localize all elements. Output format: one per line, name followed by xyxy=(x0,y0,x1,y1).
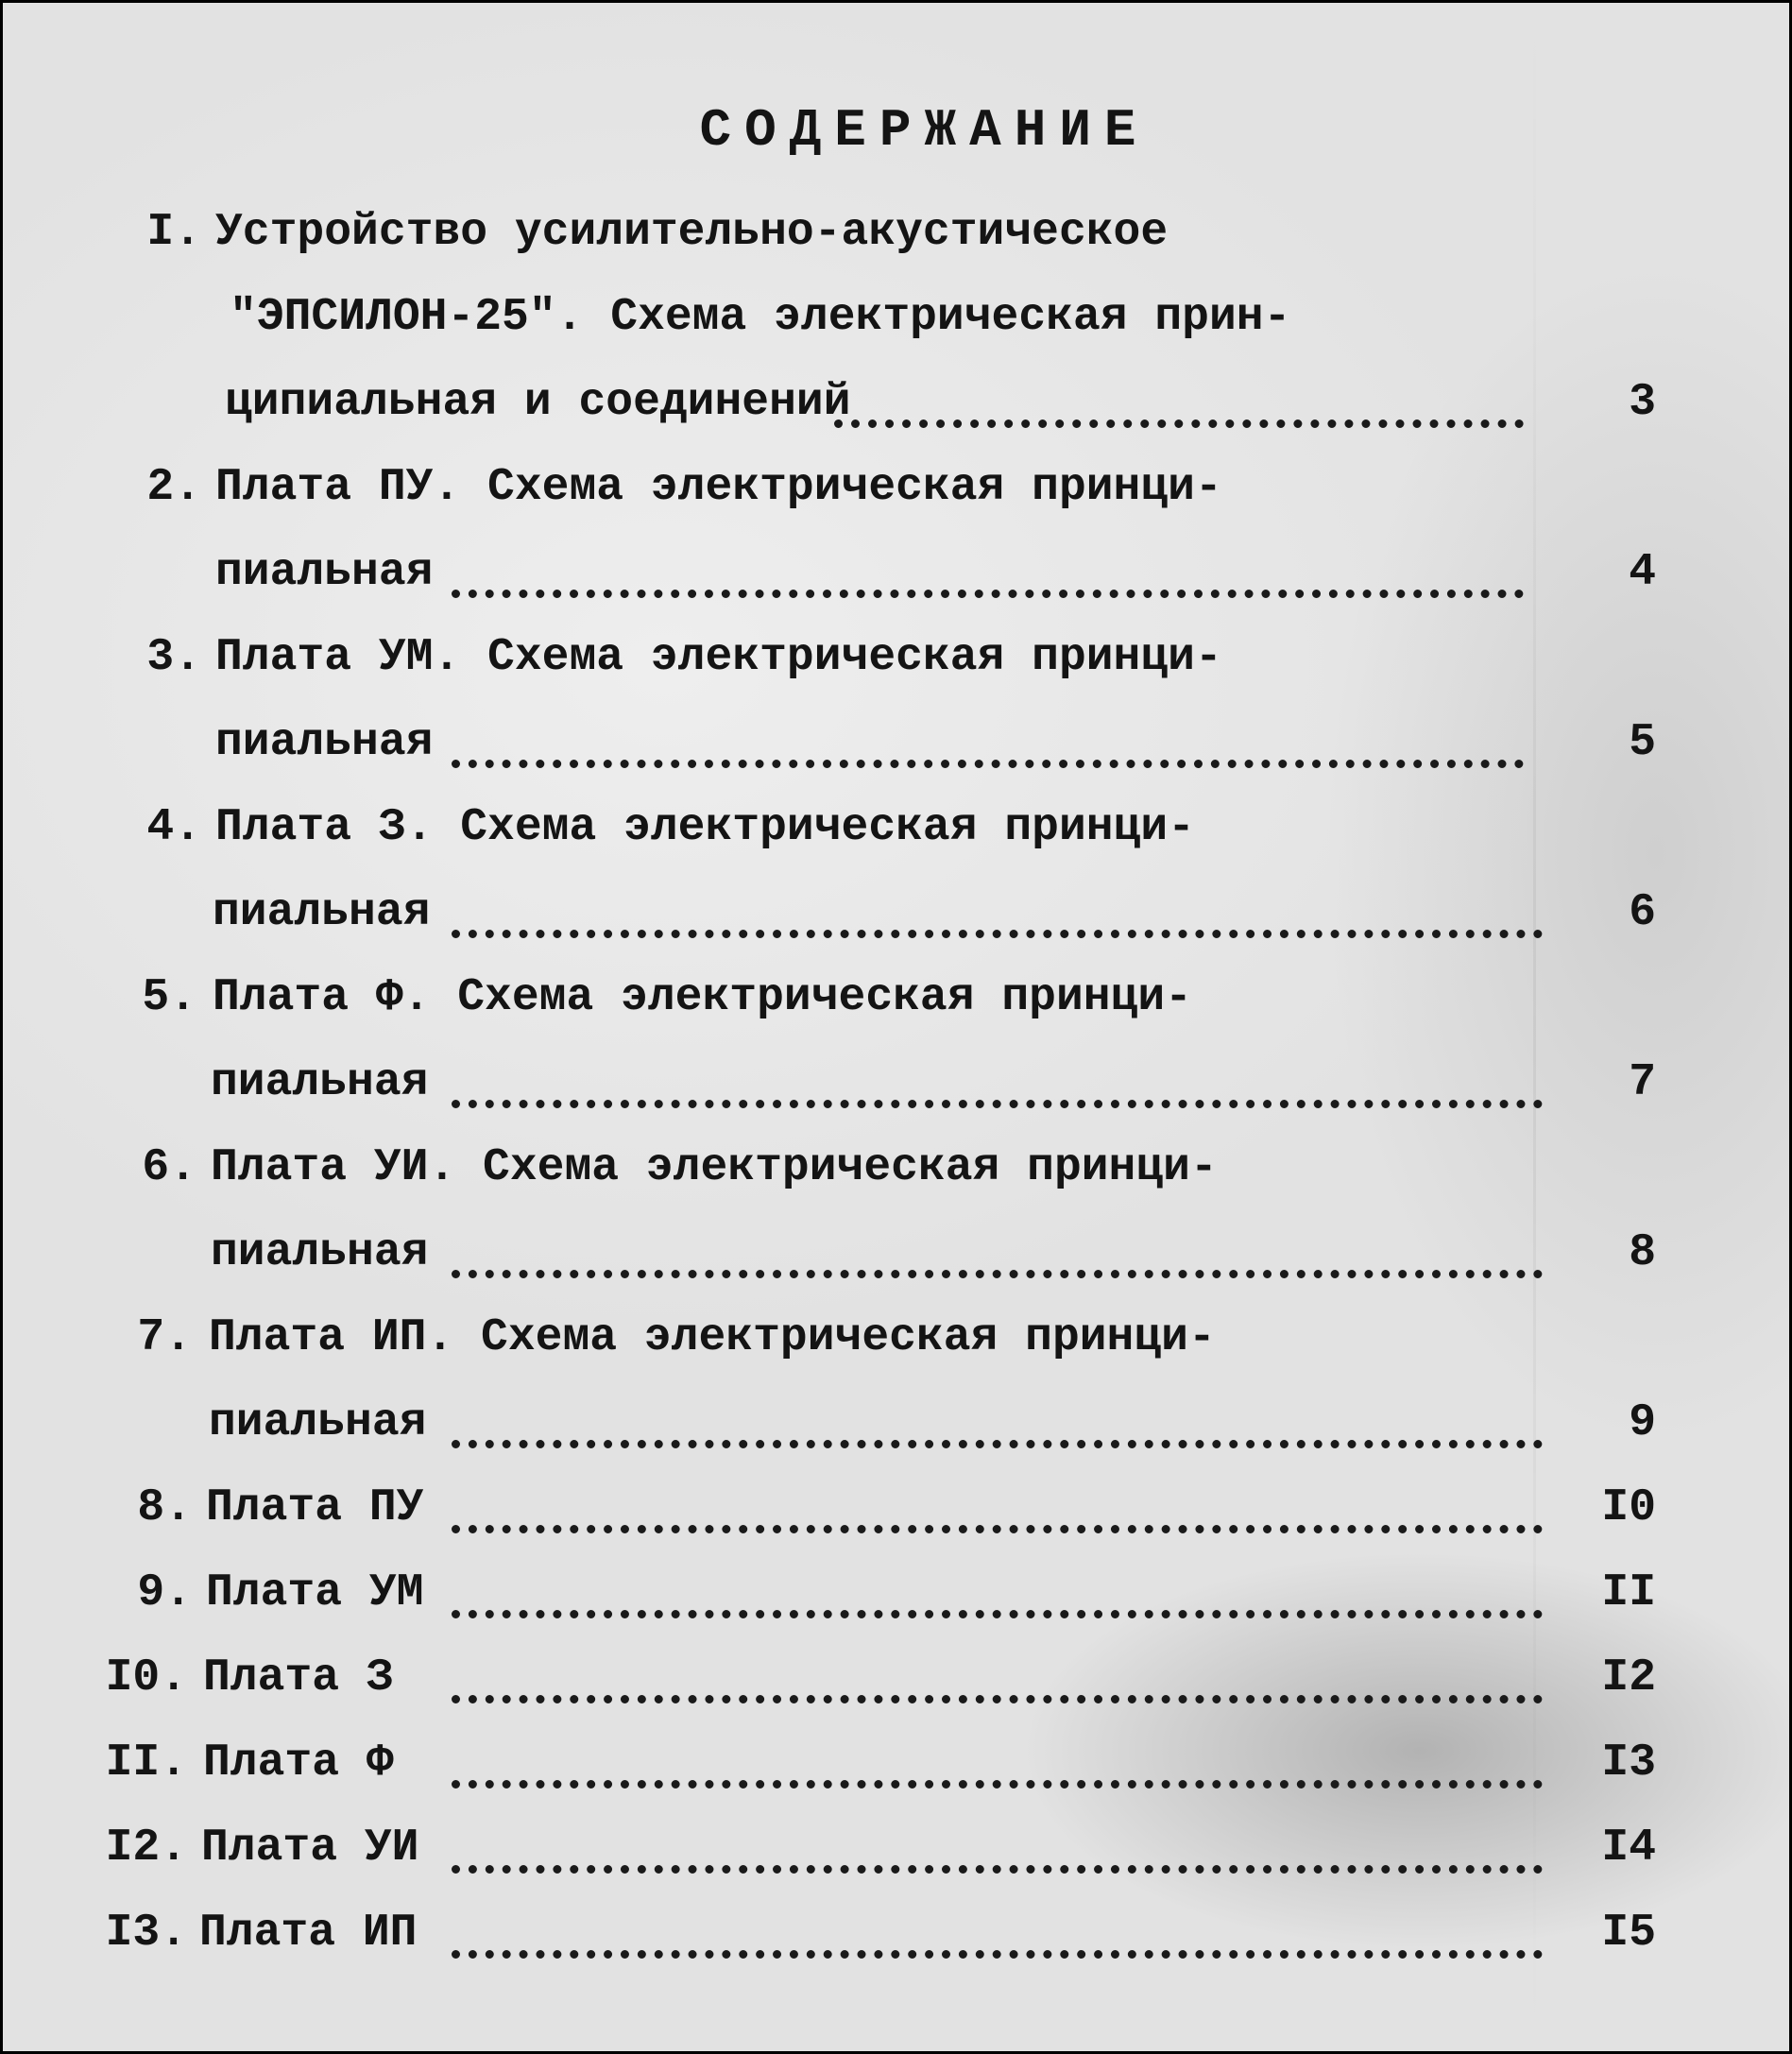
toc-entry-text: пиальная xyxy=(211,1227,429,1278)
toc-entry-text: пиальная xyxy=(209,1397,427,1448)
toc-entry-4-line-1 xyxy=(3,792,1789,864)
toc-page-number: 3 xyxy=(1629,377,1656,428)
toc-entry-3-line-1 xyxy=(3,622,1789,693)
dot-leader xyxy=(452,1771,1543,1789)
toc-entry-7-line-2 xyxy=(3,1387,1789,1459)
toc-entry-2-line-2 xyxy=(3,537,1789,608)
dot-leader xyxy=(452,1856,1543,1874)
toc-entry-12 xyxy=(3,1812,1789,1884)
dot-leader xyxy=(834,410,1524,428)
toc-entry-text: Плата З xyxy=(203,1652,394,1703)
toc-entry-number: 4. xyxy=(146,802,201,853)
toc-entry-text: пиальная xyxy=(215,717,434,768)
toc-entry-text: Плата Ф xyxy=(203,1737,394,1789)
page-title: СОДЕРЖАНИЕ xyxy=(699,100,1150,161)
dot-leader xyxy=(452,1686,1543,1703)
toc-page-number: 7 xyxy=(1629,1057,1656,1108)
toc-entry-text: ципиальная и соединений xyxy=(225,377,851,428)
dot-leader xyxy=(452,1515,1543,1533)
dot-leader xyxy=(452,1260,1543,1278)
toc-entry-11 xyxy=(3,1727,1789,1799)
toc-entry-text: Устройство усилительно-акустическое xyxy=(215,207,1169,258)
dot-leader xyxy=(452,1430,1543,1448)
toc-entry-10 xyxy=(3,1642,1789,1714)
toc-entry-1-line-1 xyxy=(3,197,1789,268)
toc-entry-7-line-1 xyxy=(3,1302,1789,1374)
dot-leader xyxy=(452,1600,1543,1618)
toc-entry-5-line-1 xyxy=(3,962,1789,1034)
toc-entry-text: Плата ИП xyxy=(199,1908,418,1959)
toc-entry-1-line-2 xyxy=(3,282,1789,353)
toc-page-number: 5 xyxy=(1629,717,1656,768)
toc-entry-1-line-3 xyxy=(3,367,1789,438)
document-page xyxy=(3,3,1789,2051)
toc-entry-4-line-2 xyxy=(3,877,1789,949)
toc-entry-number: 3. xyxy=(146,632,201,683)
toc-entry-6-line-1 xyxy=(3,1132,1789,1204)
dot-leader xyxy=(452,580,1524,598)
toc-entry-text: Плата Ф. Схема электрическая принци- xyxy=(213,972,1192,1023)
toc-page-number: II xyxy=(1601,1567,1656,1618)
toc-entry-number: II. xyxy=(105,1737,187,1789)
dot-leader xyxy=(452,1090,1543,1108)
toc-page-number: I4 xyxy=(1601,1823,1656,1874)
toc-entry-number: 6. xyxy=(142,1142,196,1193)
toc-entry-text: Плата УИ xyxy=(201,1823,419,1874)
toc-entry-text: Плата УМ xyxy=(206,1567,424,1618)
toc-entry-text: Плата УИ. Схема электрическая принци- xyxy=(211,1142,1218,1193)
toc-page-number: 4 xyxy=(1629,547,1656,598)
toc-entry-9 xyxy=(3,1557,1789,1629)
toc-page-number: 6 xyxy=(1629,887,1656,938)
toc-entry-2-line-1 xyxy=(3,452,1789,523)
toc-entry-8 xyxy=(3,1472,1789,1544)
toc-entry-text: Плата ИП. Схема электрическая принци- xyxy=(209,1312,1216,1363)
toc-entry-text: пиальная xyxy=(213,887,431,938)
dot-leader xyxy=(452,1941,1543,1959)
toc-entry-text: Плата ПУ xyxy=(206,1482,424,1533)
toc-entry-text: Плата УМ. Схема электрическая принци- xyxy=(215,632,1222,683)
toc-entry-number: 9. xyxy=(137,1567,192,1618)
toc-entry-text: Плата З. Схема электрическая принци- xyxy=(215,802,1195,853)
dot-leader xyxy=(452,750,1524,768)
toc-entry-number: I3. xyxy=(105,1908,187,1959)
toc-entry-number: I0. xyxy=(105,1652,187,1703)
toc-page-number: 9 xyxy=(1629,1397,1656,1448)
toc-entry-number: 2. xyxy=(146,462,201,513)
toc-entry-3-line-2 xyxy=(3,707,1789,779)
toc-page-number: I3 xyxy=(1601,1737,1656,1789)
toc-entry-text: пиальная xyxy=(215,547,434,598)
toc-entry-13 xyxy=(3,1897,1789,1969)
toc-page-number: 8 xyxy=(1629,1227,1656,1278)
toc-page-number: I0 xyxy=(1601,1482,1656,1533)
toc-entry-number: I2. xyxy=(105,1823,187,1874)
toc-entry-text: "ЭПСИЛОН-25". Схема электрическая прин- xyxy=(230,292,1291,343)
toc-entry-text: Плата ПУ. Схема электрическая принци- xyxy=(215,462,1222,513)
toc-page-number: I5 xyxy=(1601,1908,1656,1959)
toc-entry-text: пиальная xyxy=(211,1057,429,1108)
toc-entry-number: I. xyxy=(146,207,201,258)
toc-page-number: I2 xyxy=(1601,1652,1656,1703)
toc-entry-6-line-2 xyxy=(3,1217,1789,1289)
dot-leader xyxy=(452,920,1543,938)
toc-entry-number: 7. xyxy=(137,1312,192,1363)
toc-entry-number: 8. xyxy=(137,1482,192,1533)
toc-entry-number: 5. xyxy=(142,972,196,1023)
toc-entry-5-line-2 xyxy=(3,1047,1789,1119)
